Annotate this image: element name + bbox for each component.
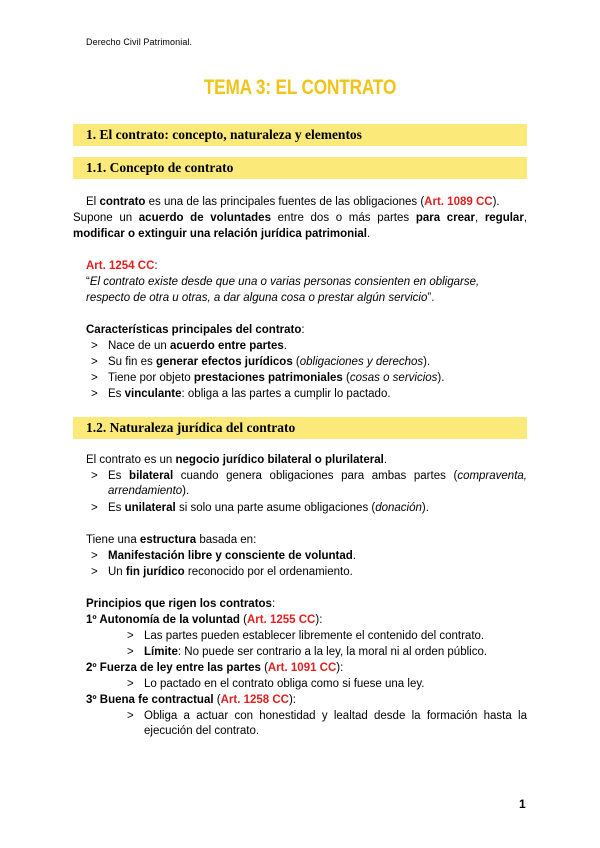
bullet-arrow-icon: >	[91, 356, 98, 368]
article-ref: Art. 1091 CC	[267, 662, 337, 674]
article-ref: Art. 1089 CC	[424, 196, 493, 208]
caracteristicas-heading: Características principales del contrato:	[86, 324, 305, 336]
list-item: > Lo pactado en el contrato obliga como si fuese una ley.	[127, 678, 425, 690]
list-item: > Obliga a actuar con honestidad y lealtad desde la formación hasta la ejecución del contrato.	[127, 710, 527, 737]
concepto-line-2: Supone un acuerdo de voluntades entre dos o más partes para crear, regular,	[73, 212, 528, 224]
principio-3-title: 3º Buena fe contractual (Art. 1258 CC):	[86, 694, 296, 706]
bullet-arrow-icon: >	[127, 646, 134, 658]
bullet-arrow-icon: >	[91, 388, 98, 400]
page-number: 1	[519, 797, 526, 811]
bullet-arrow-icon: >	[91, 340, 98, 352]
art-1254-quote-line-2: respecto de otra u otras, a dar alguna cosa o prestar algún servicio”.	[86, 292, 435, 304]
bullet-arrow-icon: >	[91, 550, 98, 562]
list-item: > Es unilateral si solo una parte asume obligaciones (donación).	[91, 502, 429, 514]
concepto-line-3: modificar o extinguir una relación jurídica patrimonial.	[73, 228, 371, 240]
section-heading-1-2: 1.2. Naturaleza jurídica del contrato	[73, 417, 527, 439]
estructura-intro: Tiene una estructura basada en:	[86, 534, 257, 546]
bullet-arrow-icon: >	[127, 710, 134, 722]
concepto-line-1: El contrato es una de las principales fuentes de las obligaciones (Art. 1089 CC).	[86, 196, 500, 208]
art-1254-label: Art. 1254 CC:	[86, 260, 158, 272]
page-title: TEMA 3: EL CONTRATO	[203, 76, 397, 99]
bullet-arrow-icon: >	[91, 372, 98, 384]
art-1254-quote-line-1: “El contrato existe desde que una o varias personas consienten en obligarse,	[86, 276, 480, 288]
list-item: > Manifestación libre y consciente de voluntad.	[91, 550, 356, 562]
naturaleza-intro: El contrato es un negocio jurídico bilateral o plurilateral.	[86, 454, 388, 466]
list-item: > Es bilateral cuando genera obligaciones para ambas partes (compraventa, arrendamiento).	[91, 470, 527, 497]
principio-1-title: 1º Autonomía de la voluntad (Art. 1255 CC):	[86, 614, 323, 626]
bullet-arrow-icon: >	[91, 566, 98, 578]
principio-2-title: 2º Fuerza de ley entre las partes (Art. 1091 CC):	[86, 662, 344, 674]
section-heading-1: 1. El contrato: concepto, naturaleza y elementos	[73, 124, 527, 146]
list-item: > Tiene por objeto prestaciones patrimoniales (cosas o servicios).	[91, 372, 445, 384]
list-item: > Límite: No puede ser contrario a la ley, la moral ni al orden público.	[127, 646, 488, 658]
bullet-arrow-icon: >	[91, 470, 98, 482]
bullet-arrow-icon: >	[127, 630, 134, 642]
bullet-arrow-icon: >	[91, 502, 98, 514]
article-ref: Art. 1254 CC	[86, 260, 155, 272]
list-item: > Nace de un acuerdo entre partes.	[91, 340, 287, 352]
list-item: > Es vinculante: obliga a las partes a cumplir lo pactado.	[91, 388, 391, 400]
running-header: Derecho Civil Patrimonial.	[86, 37, 193, 47]
article-ref: Art. 1255 CC	[246, 614, 316, 626]
list-item: > Las partes pueden establecer libremente el contenido del contrato.	[127, 630, 485, 642]
principios-heading: Principios que rigen los contratos:	[86, 598, 276, 610]
article-ref: Art. 1258 CC	[220, 694, 289, 706]
list-item: > Un fin jurídico reconocido por el ordenamiento.	[91, 566, 353, 578]
bullet-arrow-icon: >	[127, 678, 134, 690]
list-item: > Su fin es generar efectos jurídicos (obligaciones y derechos).	[91, 356, 431, 368]
section-heading-1-1: 1.1. Concepto de contrato	[73, 157, 527, 179]
